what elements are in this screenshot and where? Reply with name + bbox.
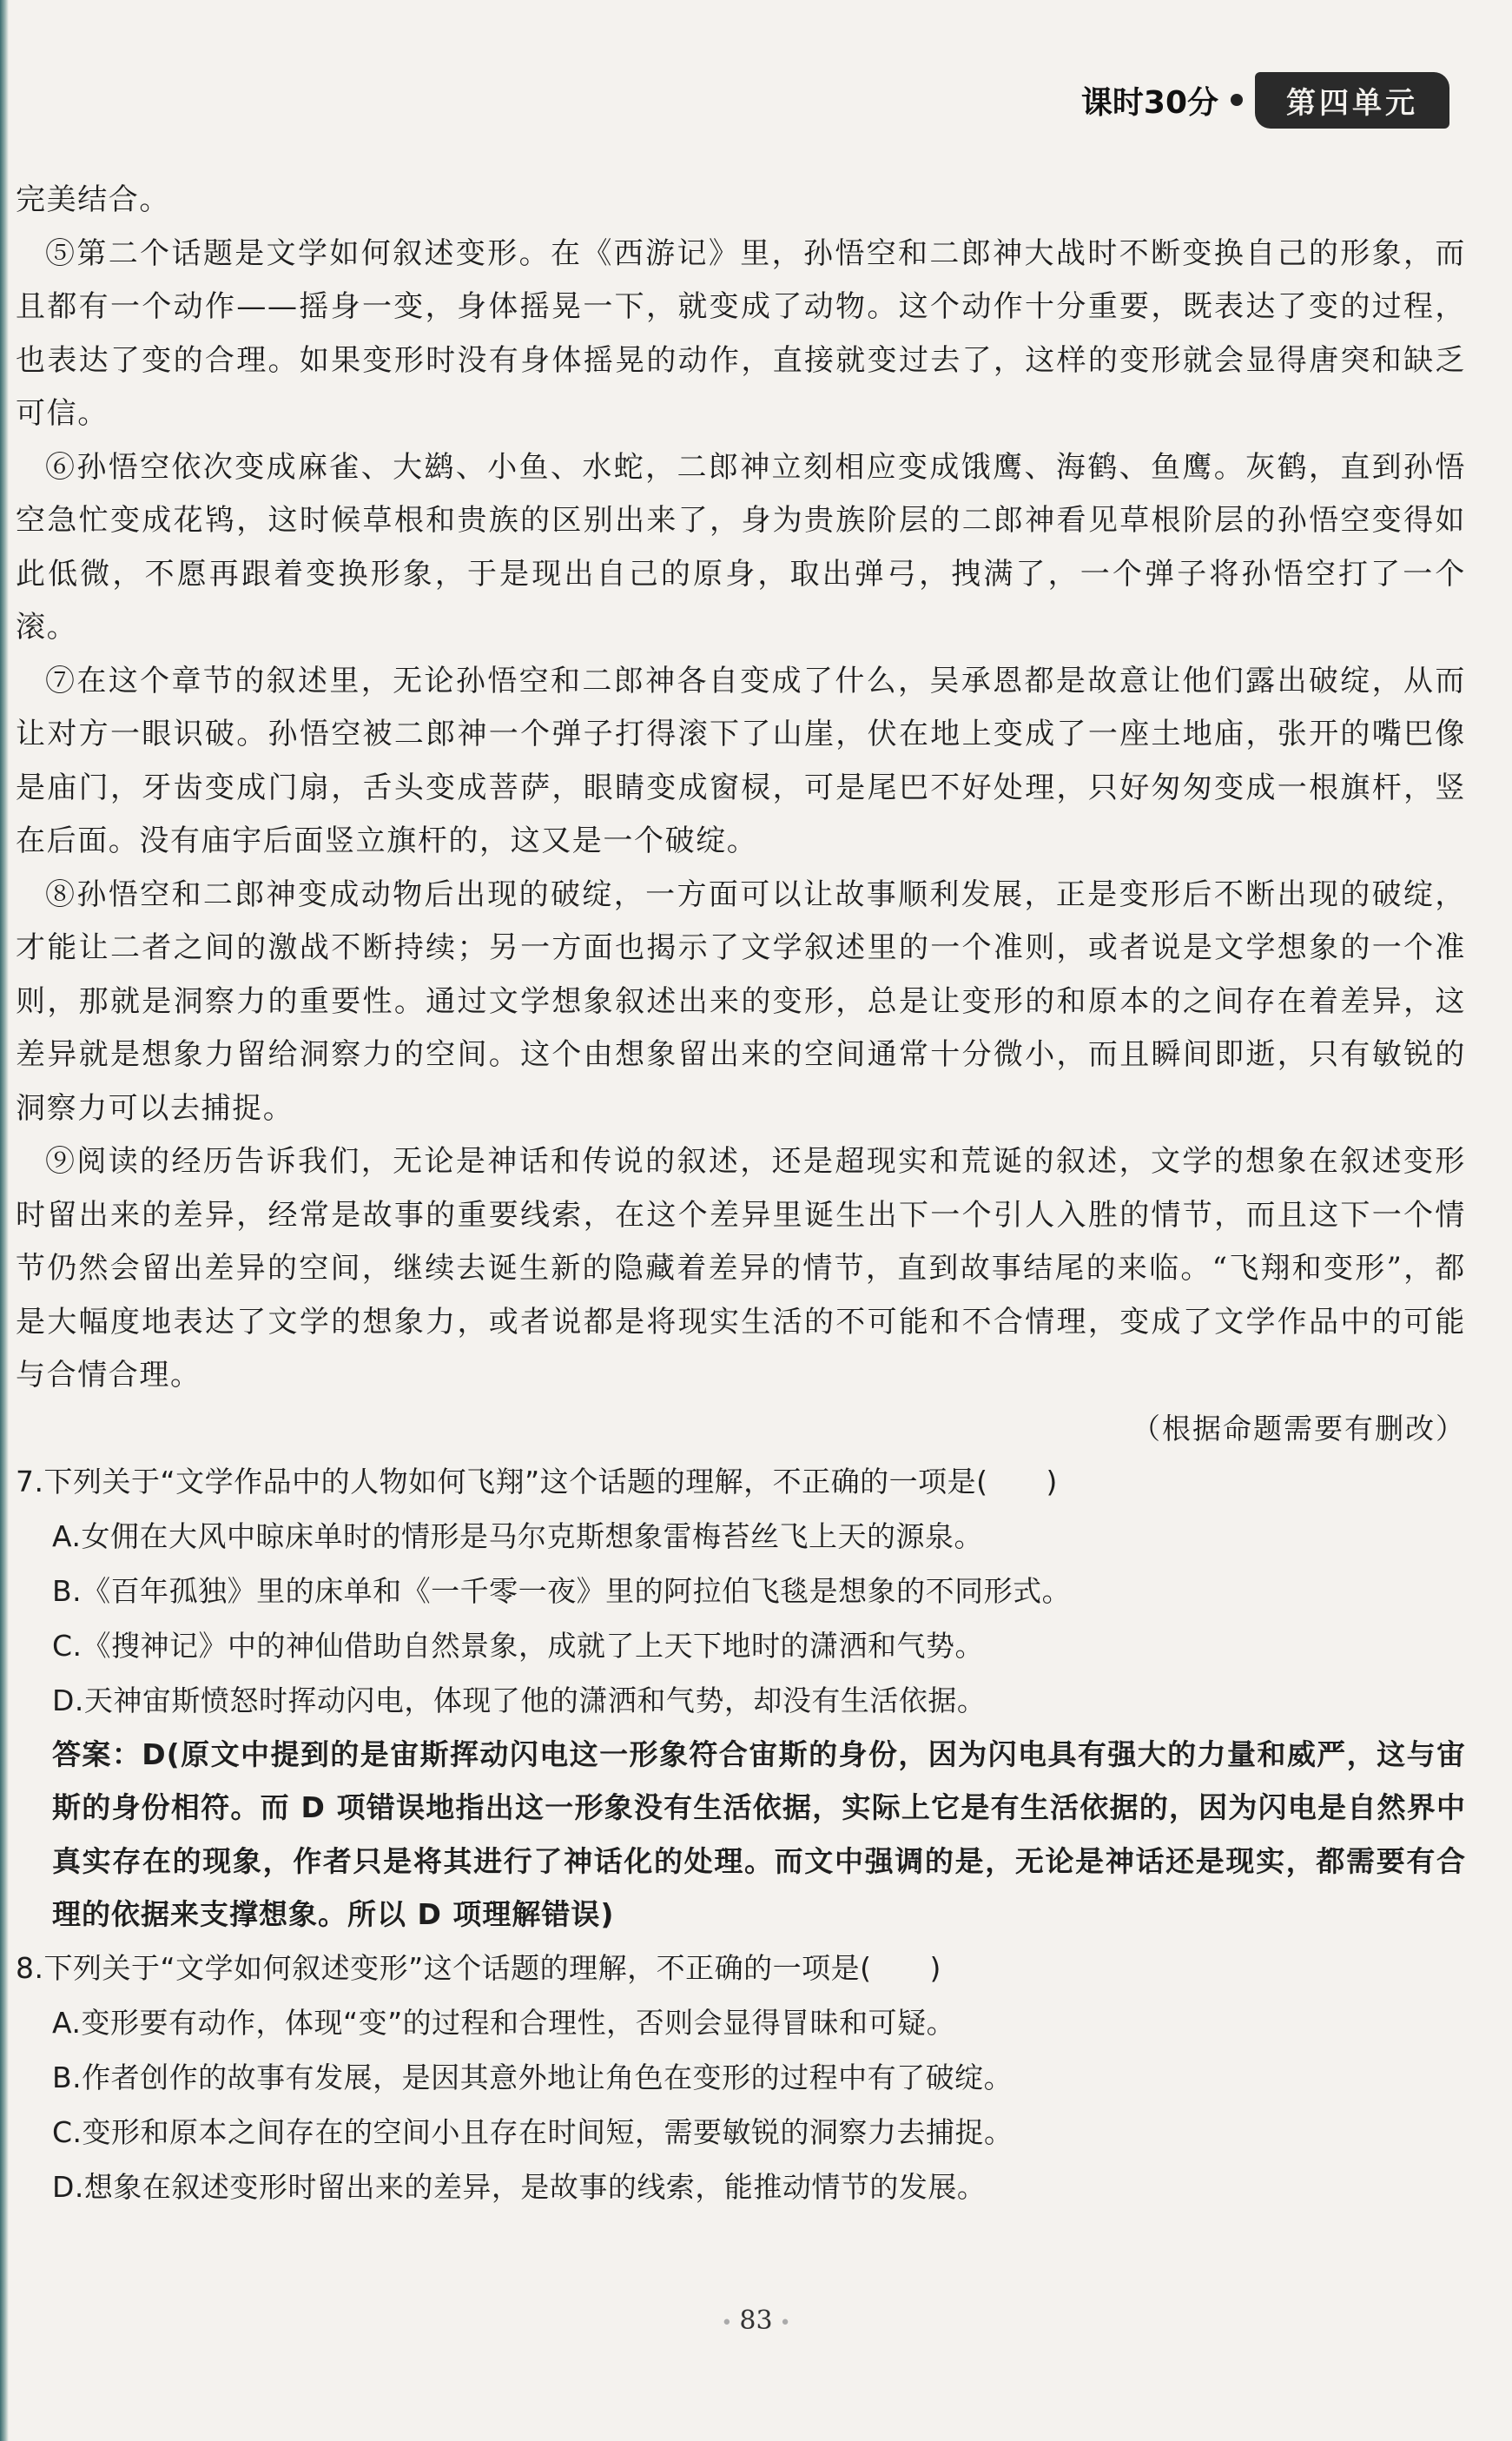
page-number-dot-icon: • — [779, 2312, 791, 2334]
header-dot-icon — [1231, 94, 1243, 106]
answer-explanation: 答案：D(原文中提到的是宙斯挥动闪电这一形象符合宙斯的身份，因为闪电具有强大的力量和威严，这与宙斯的身份相符。而 D 项错误地指出这一形象没有生活依据，实际上它是有生活依据的，因为闪电是自然界中真实存在的现象，作者只是将其进行了神话化的处理。而文中强调的是，无论是神话还是现实，都需要有合理的依据来支撑想象。所以 D 项理解错误) — [52, 1736, 1466, 1931]
option-d: D.天神宙斯愤怒时挥动闪电，体现了他的潇洒和气势，却没有生活依据。 — [52, 1683, 987, 1717]
page-number-dot-icon: • — [721, 2312, 733, 2334]
page-binding-edge — [0, 0, 9, 2441]
passage-paragraph: ⑤第二个话题是文学如何叙述变形。在《西游记》里，孙悟空和二郎神大战时不断变换自己的形象，而且都有一个动作——摇身一变，身体摇晃一下，就变成了动物。这个动作十分重要，既表达了变的过程，也表达了变的合理。如果变形时没有身体摇晃的动作，直接就变过去了，这样的变形就会显得唐突和缺乏可信。 — [16, 235, 1466, 431]
question-7 — [16, 1455, 1466, 1942]
page-header — [1081, 69, 1449, 130]
option-a: A.变形要有动作，体现“变”的过程和合理性，否则会显得冒昧和可疑。 — [52, 2005, 956, 2040]
passage-paragraph: ⑥孙悟空依次变成麻雀、大鹚、小鱼、水蛇，二郎神立刻相应变成饿鹰、海鹤、鱼鹰。灰鹤，直到孙悟空急忙变成花鸨，这时候草根和贵族的区别出来了，身为贵族阶层的二郎神看见草根阶层的孙悟空变得如此低微，不愿再跟着变换形象，于是现出自己的原身，取出弹弓，拽满了，一个弹子将孙悟空打了一个滚。 — [16, 449, 1466, 645]
option-c: C.《搜神记》中的神仙借助自然景象，成就了上天下地时的潇洒和气势。 — [52, 1628, 985, 1663]
option-d: D.想象在叙述变形时留出来的差异，是故事的线索，能推动情节的发展。 — [52, 2169, 987, 2204]
page-number — [0, 2305, 1512, 2336]
option-b: B.《百年孤独》里的床单和《一千零一夜》里的阿拉伯飞毯是想象的不同形式。 — [52, 1573, 1072, 1608]
passage-paragraph: ⑨阅读的经历告诉我们，无论是神话和传说的叙述，还是超现实和荒诞的叙述，文学的想象在叙述变形时留出来的差异，经常是故事的重要线索，在这个差异里诞生出下一个引人入胜的情节，而且这下一个情节仍然会留出差异的空间，继续去诞生新的隐藏着差异的情节，直到故事结尾的来临。“飞翔和变形”，都是大幅度地表达了文学的想象力，或者说都是将现实生活的不可能和不合情理，变成了文学作品中的可能与合情合理。 — [16, 1144, 1466, 1392]
question-stem: 8.下列关于“文学如何叙述变形”这个话题的理解，不正确的一项是( ) — [16, 1950, 941, 1985]
unit-badge: 第四单元 — [1255, 72, 1449, 129]
option-c: C.变形和原本之间存在的空间小且存在时间短，需要敏锐的洞察力去捕捉。 — [52, 2114, 1014, 2149]
passage-paragraph: 完美结合。 — [16, 182, 170, 217]
question-stem: 7.下列关于“文学作品中的人物如何飞翔”这个话题的理解，不正确的一项是( ) — [16, 1464, 1058, 1498]
page-content — [16, 174, 1466, 2214]
question-8 — [16, 1942, 1466, 2214]
page-number-text: 83 — [739, 2305, 773, 2336]
source-note: （根据命题需要有删改） — [1132, 1411, 1466, 1445]
header-label: 课时30分 — [1080, 84, 1218, 121]
option-a: A.女佣在大风中晾床单时的情形是马尔克斯想象雷梅苔丝飞上天的源泉。 — [52, 1518, 983, 1553]
option-b: B.作者创作的故事有发展，是因其意外地让角色在变形的过程中有了破绽。 — [52, 2060, 1014, 2094]
passage-paragraph: ⑧孙悟空和二郎神变成动物后出现的破绽，一方面可以让故事顺利发展，正是变形后不断出现的破绽，才能让二者之间的激战不断持续；另一方面也揭示了文学叙述里的一个准则，或者说是文学想象的一个准则，那就是洞察力的重要性。通过文学想象叙述出来的变形，总是让变形的和原本的之间存在着差异，这差异就是想象力留给洞察力的空间。这个由想象留出来的空间通常十分微小，而且瞬间即逝，只有敏锐的洞察力可以去捕捉。 — [16, 877, 1466, 1126]
passage-paragraph: ⑦在这个章节的叙述里，无论孙悟空和二郎神各自变成了什么，吴承恩都是故意让他们露出破绽，从而让对方一眼识破。孙悟空被二郎神一个弹子打得滚下了山崖，伏在地上变成了一座土地庙，张开的嘴巴像是庙门，牙齿变成门扇，舌头变成菩萨，眼睛变成窗棂，可是尾巴不好处理，只好匆匆变成一根旗杆，竖在后面。没有庙宇后面竖立旗杆的，这又是一个破绽。 — [16, 663, 1466, 858]
